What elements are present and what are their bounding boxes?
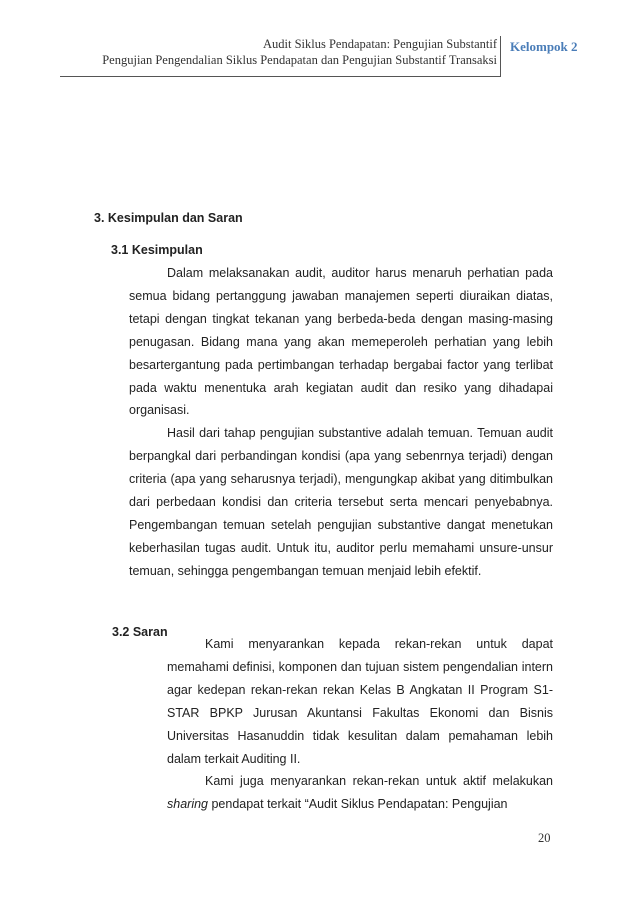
running-header xyxy=(27,36,497,68)
kesimpulan-body xyxy=(129,262,553,583)
page-number: 20 xyxy=(538,831,551,845)
saran-body xyxy=(167,633,553,816)
subsection-title-kesimpulan: 3.1 Kesimpulan xyxy=(111,243,203,257)
saran-paragraph-2: Kami juga menyarankan rekan-rekan untuk aktif melakukan sharing pendapat terkait “Audit Siklus Pendapatan: Pengujian xyxy=(167,774,553,812)
subsection-title-saran: 3.2 Saran xyxy=(112,625,168,639)
saran-paragraph-1: Kami menyarankan kepada rekan-rekan untuk dapat memahami definisi, komponen dan tujuan sistem pengendalian intern agar kedepan rekan-rekan rekan Kelas B Angkatan II Program S1-STAR BPKP Jurusan Akuntansi Fakultas Ekonomi dan Bisnis Universitas Hasanuddin tidak kesulitan dalam pemahaman lebih dalam terkait Auditing II. xyxy=(167,637,553,766)
section-title: 3. Kesimpulan dan Saran xyxy=(94,211,243,225)
kesimpulan-paragraph-1: Dalam melaksanakan audit, auditor harus menaruh perhatian pada semua bidang pertanggung jawaban manajemen seperti diuraikan diatas, tetapi dengan tingkat tekanan yang berbeda-beda dengan masing-masing penugasan. Bidang mana yang akan memeperoleh perhatian yang lebih besartergantung pada pertimbangan terhadap bergabai factor yang terlibat pada waktu menentuka arah kegiatan audit dan resiko yang dihadapai organisasi. xyxy=(129,266,553,418)
header-line-1: Audit Siklus Pendapatan: Pengujian Substantif xyxy=(262,37,497,51)
header-divider-horizontal xyxy=(60,76,501,77)
header-line-2: Pengujian Pengendalian Siklus Pendapatan dan Pengujian Substantif Transaksi xyxy=(102,53,497,67)
kesimpulan-paragraph-2: Hasil dari tahap pengujian substantive adalah temuan. Temuan audit berpangkal dari perbandingan kondisi (apa yang sebenrnya terjadi) dengan criteria (apa yang seharusnya terjadi), mengungkap akibat yang ditimbulkan dari perbedaan kondisi dan criteria tersebut serta mencari penyebabnya. Pengembangan temuan setelah pengujian substantive dangat menetukan keberhasilan tugas audit. Untuk itu, auditor perlu memahami unsure-unsur temuan, sehingga pengembangan temuan menjaid lebih efektif. xyxy=(129,426,553,578)
emphasis-sharing: sharing xyxy=(167,797,208,812)
header-divider-vertical xyxy=(500,36,501,76)
header-group-label: Kelompok 2 xyxy=(510,39,578,54)
